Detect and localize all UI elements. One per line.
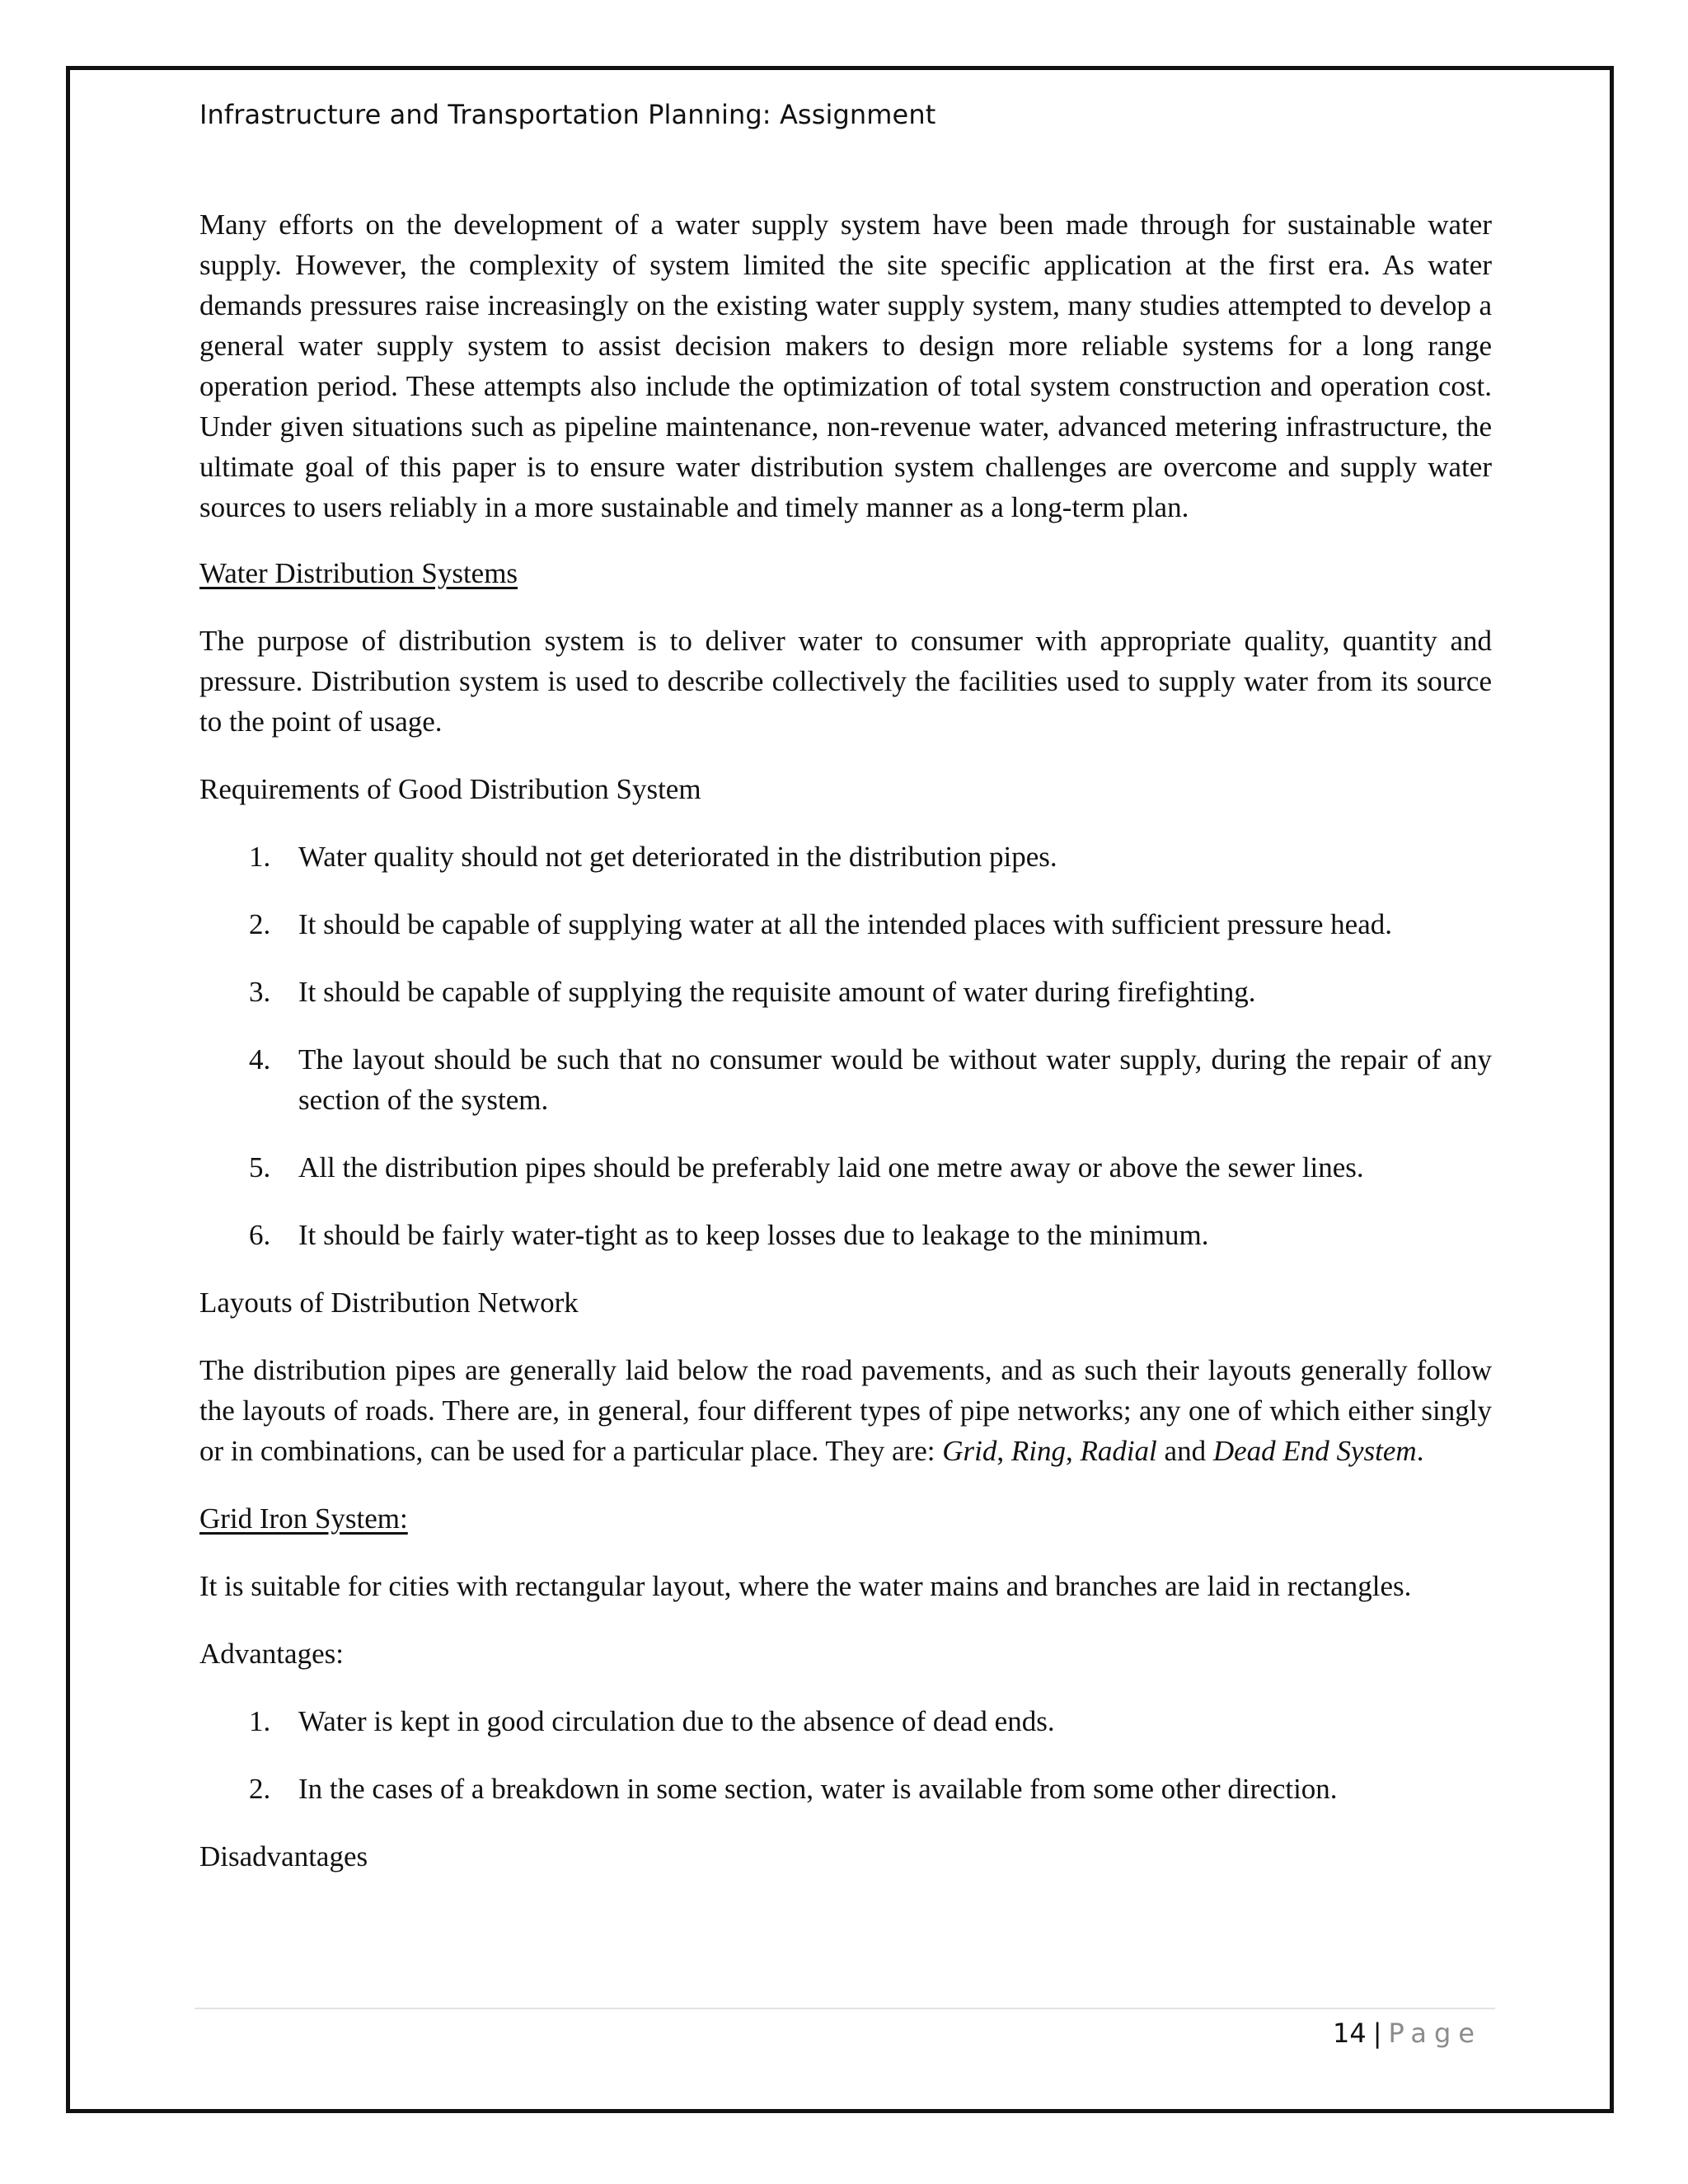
footer-separator: | — [1372, 2018, 1382, 2049]
term-dead-end: Dead End System — [1212, 1435, 1417, 1467]
list-number: 4. — [249, 1043, 271, 1076]
distribution-paragraph: The purpose of distribution system is to deliver water to consumer with appropriate quality, quantity and pressure. Distribution system is used to describe collectively the facilities used to supply water from its source to the point of usage. — [199, 625, 1492, 738]
and-word: and — [1156, 1435, 1213, 1467]
list-text: The layout should be such that no consumer would be without water supply, during the repair of any section of the system. — [298, 1043, 1492, 1116]
list-number: 2. — [249, 908, 271, 940]
page-number: 14 — [1333, 2018, 1367, 2049]
section-heading-water-distribution: Water Distribution Systems — [199, 557, 518, 589]
list-item — [199, 1701, 1492, 1741]
list-text: All the distribution pipes should be preferably laid one metre away or above the sewer lines. — [298, 1151, 1364, 1183]
footer-divider — [195, 2008, 1495, 2009]
list-text: Water quality should not get deteriorated in the distribution pipes. — [298, 841, 1057, 873]
list-text: It should be fairly water-tight as to keep losses due to leakage to the minimum. — [298, 1219, 1209, 1251]
list-number: 1. — [249, 1705, 271, 1737]
grid-iron-paragraph: It is suitable for cities with rectangular layout, where the water mains and branches are laid in rectangles. — [199, 1570, 1412, 1602]
page-label: Page — [1388, 2018, 1482, 2049]
disadvantages-heading: Disadvantages — [199, 1840, 368, 1872]
list-text: Water is kept in good circulation due to the absence of dead ends. — [298, 1705, 1055, 1737]
comma: , — [996, 1435, 1011, 1467]
term-radial: Radial — [1080, 1435, 1157, 1467]
intro-paragraph: Many efforts on the development of a water supply system have been made through for sustainable water supply. However, the complexity of system limited the site specific application at the first era. As water demands pressures raise increasingly on the existing water supply system, many studies attempted to develop a general water supply system to assist decision makers to design more reliable systems for a long range operation period. These attempts also include the optimization of total system construction and operation cost. Under given situations such as pipeline maintenance, non-revenue water, advanced metering infrastructure, the ultimate goal of this paper is to ensure water distribution system challenges are overcome and supply water sources to users reliably in a more sustainable and timely manner as a long-term plan. — [199, 209, 1492, 523]
list-number: 6. — [249, 1219, 271, 1251]
list-number: 2. — [249, 1773, 271, 1805]
list-item — [199, 837, 1492, 877]
term-grid: Grid — [942, 1435, 997, 1467]
layouts-text: The distribution pipes are generally laid below the road pavements, and as such their layouts generally follow the layouts of roads. There are, in general, four different types of pipe networks; any one of which either singly or in combinations, can be used for a particular place. They are: — [199, 1354, 1492, 1467]
comma: , — [1065, 1435, 1081, 1467]
grid-iron-heading: Grid Iron System: — [199, 1502, 408, 1535]
list-number: 5. — [249, 1151, 271, 1183]
requirements-heading: Requirements of Good Distribution System — [199, 773, 701, 805]
list-text: In the cases of a breakdown in some section, water is available from some other direction. — [298, 1773, 1338, 1805]
layouts-paragraph — [199, 1350, 1492, 1471]
list-item — [199, 1215, 1492, 1255]
term-ring: Ring — [1010, 1435, 1066, 1467]
list-item — [199, 972, 1492, 1012]
list-item — [199, 1039, 1492, 1120]
list-item — [199, 1769, 1492, 1809]
period: . — [1416, 1435, 1424, 1467]
list-item — [199, 1147, 1492, 1188]
advantages-heading: Advantages: — [199, 1638, 344, 1670]
list-text: It should be capable of supplying water at all the intended places with sufficient pressure head. — [298, 908, 1392, 940]
layouts-heading: Layouts of Distribution Network — [199, 1286, 579, 1319]
list-text: It should be capable of supplying the requisite amount of water during firefighting. — [298, 976, 1256, 1008]
list-number: 3. — [249, 976, 271, 1008]
list-item — [199, 904, 1492, 944]
page-footer — [1333, 2018, 1482, 2049]
page-header: Infrastructure and Transportation Planning: Assignment — [199, 99, 936, 130]
requirements-list — [199, 837, 1492, 1255]
list-number: 1. — [249, 841, 271, 873]
document-body — [199, 204, 1492, 1877]
advantages-list — [199, 1701, 1492, 1809]
